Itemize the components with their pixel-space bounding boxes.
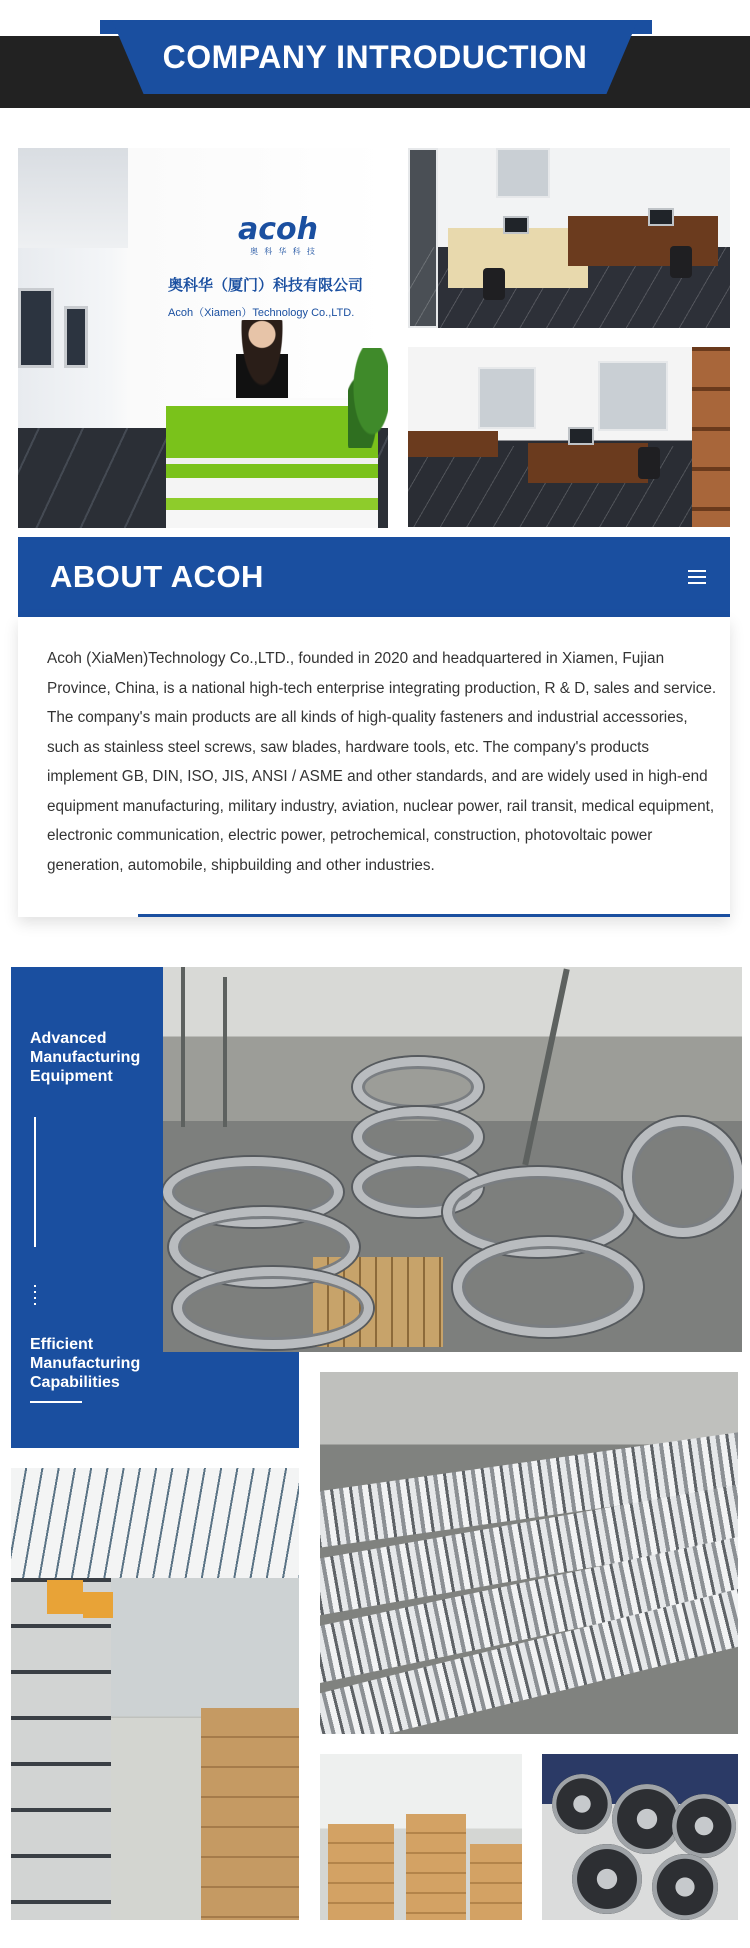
about-description: Acoh (XiaMen)Technology Co.,LTD., founded in 2020 and headquartered in Xiamen, Fujian Province, China, is a national high-tech enterprise integrating production, R & D, sales and service. The company's main products are all kinds of high-quality fasteners and industrial accessories, such as stainless steel screws, saw blades, hardware tools, etc. The company's products implement GB, DIN, ISO, JIS, ANSI / ASME and other standards, and are widely used in high-end equipment manufacturing, military industry, aviation, nuclear power, rail transit, medical equipment, electronic communication, electric power, petrochemical, construction, photovoltaic power generation, automobile, shipbuilding and other industries.	[47, 650, 717, 874]
plant	[348, 348, 388, 448]
bookshelf	[692, 347, 730, 527]
machine-frame	[522, 969, 569, 1166]
steel-rings-photo	[320, 1372, 738, 1734]
box-stack	[406, 1814, 466, 1920]
box-stack	[470, 1844, 522, 1920]
grinding-wheels-photo	[542, 1754, 738, 1920]
warehouse-photo	[11, 1468, 299, 1920]
box-stack	[328, 1824, 394, 1920]
office-chair	[638, 447, 660, 479]
page-title: COMPANY INTRODUCTION	[162, 38, 588, 75]
company-logo: acoh	[238, 212, 318, 247]
window	[598, 361, 668, 431]
feature-underline	[30, 1401, 82, 1403]
feature-advanced-equipment: Advanced Manufacturing Equipment	[30, 1030, 141, 1085]
office-photo-2	[408, 347, 730, 527]
office-chair	[670, 246, 692, 278]
saw-blade-coil	[623, 1117, 742, 1237]
window	[64, 306, 88, 368]
saw-blade-factory-photo	[163, 967, 742, 1352]
reception-desk	[166, 398, 378, 528]
storage-rack	[11, 1578, 111, 1920]
grinding-wheel	[672, 1794, 736, 1858]
grinding-wheel	[612, 1784, 682, 1854]
warehouse-aisle	[111, 1718, 201, 1920]
warehouse-roof	[11, 1468, 299, 1578]
storage-bin	[47, 1580, 83, 1614]
window	[496, 148, 550, 198]
dotted-divider	[34, 1285, 36, 1305]
cardboard-boxes	[201, 1708, 299, 1920]
packed-boxes-photo	[320, 1754, 522, 1920]
about-title: ABOUT ACOH	[50, 559, 264, 594]
vertical-divider	[34, 1117, 36, 1247]
saw-blade-coil	[173, 1267, 373, 1349]
grinding-wheel	[652, 1854, 718, 1920]
desk	[448, 228, 588, 288]
window	[18, 288, 54, 368]
window	[478, 367, 536, 429]
receptionist	[236, 320, 288, 400]
storage-bin	[83, 1592, 113, 1618]
hamburger-menu-icon[interactable]	[688, 570, 706, 584]
office-chair	[483, 268, 505, 300]
company-name-en: Acoh（Xiamen）Technology Co.,LTD.	[168, 307, 355, 319]
feature-efficient-capabilities: Efficient Manufacturing Capabilities	[30, 1336, 141, 1391]
desk	[568, 216, 718, 266]
reception-photo	[18, 148, 388, 528]
grinding-wheel	[572, 1844, 642, 1914]
desk	[408, 431, 498, 457]
about-card	[18, 617, 730, 917]
accent-divider	[138, 914, 730, 917]
about-header	[18, 537, 730, 617]
desk	[528, 443, 648, 483]
saw-blade-coil	[453, 1237, 643, 1337]
monitor	[503, 216, 529, 234]
logo-subtitle: 奥 科 华 科 技	[250, 247, 317, 256]
monitor	[568, 427, 594, 445]
grinding-wheel	[552, 1774, 612, 1834]
office-photo-1	[408, 148, 730, 328]
ceiling	[18, 148, 128, 248]
section-banner	[0, 0, 750, 108]
machine-frame	[223, 977, 227, 1127]
company-name-cn: 奥科华（厦门）科技有限公司	[168, 276, 364, 294]
machine-frame	[181, 967, 185, 1127]
monitor	[648, 208, 674, 226]
